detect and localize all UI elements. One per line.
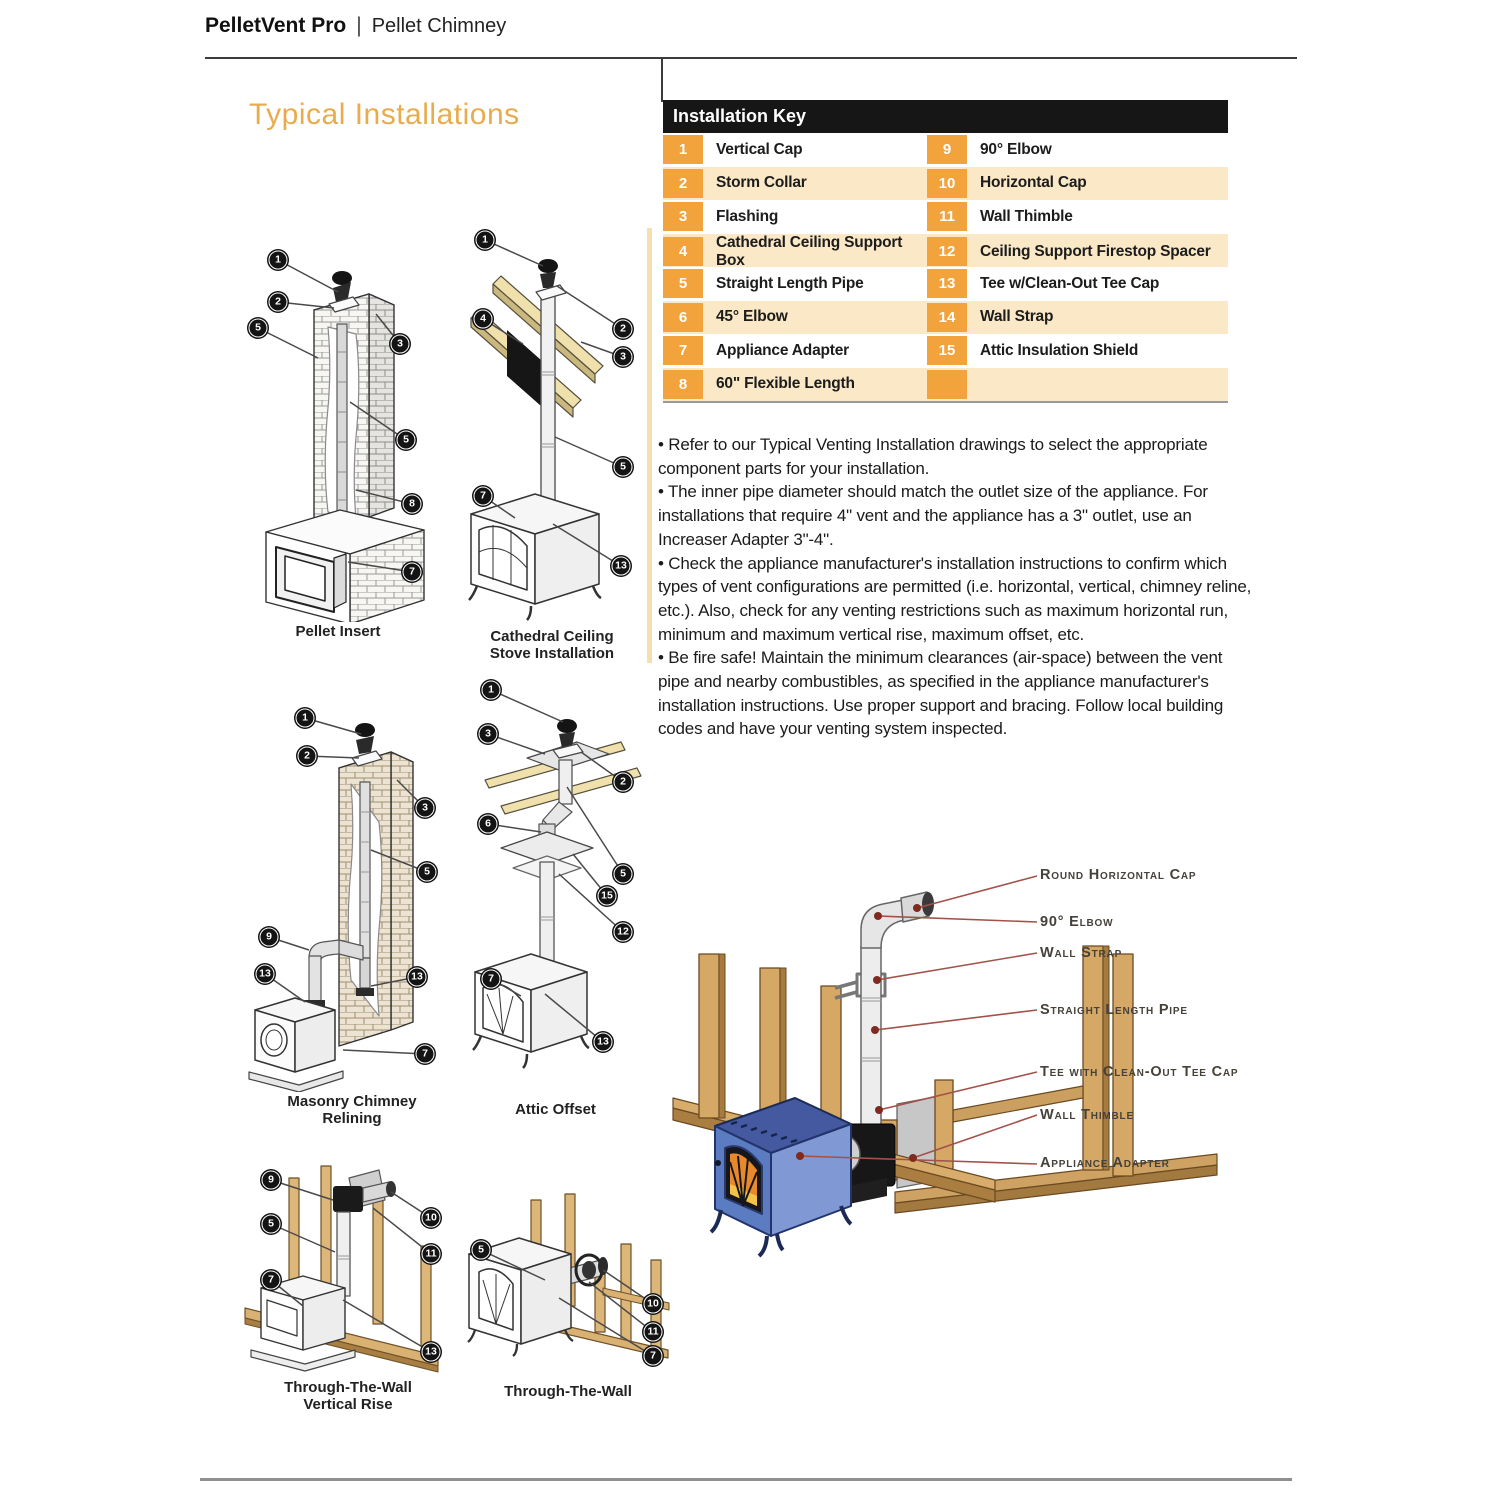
key-row [663,267,1228,301]
callout-badge: 2 [614,320,633,339]
diagram-masonry-relining [243,700,461,1128]
key-row [663,301,1228,335]
callout-badge: 12 [614,923,633,942]
callout-badge: 7 [644,1347,663,1366]
callout-badge: 5 [614,458,633,477]
column-divider [661,57,663,102]
key-num-empty [927,370,967,399]
callout-badge: 15 [598,887,617,906]
key-num: 15 [927,336,967,365]
callout-badge: 3 [391,335,410,354]
callout-badge: 11 [422,1245,441,1264]
callout-badge: 13 [422,1343,441,1362]
key-label: Attic Insulation Shield [980,341,1139,359]
diagram-caption: Cathedral Ceiling Stove Installation [489,628,615,662]
page-title: Typical Installations [249,98,520,131]
product-name: Pellet Chimney [371,15,507,37]
diagram-attic-offset [443,672,668,1119]
callout-badge: 7 [416,1045,435,1064]
part-label-tee-clean-out: Tee with Clean-Out Tee Cap [1040,1064,1239,1080]
part-label-round-horizontal-cap: Round Horizontal Cap [1040,867,1197,883]
callout-badge: 9 [260,928,279,947]
key-label: Wall Thimble [980,207,1073,225]
callout-badge: 3 [416,799,435,818]
key-row [663,167,1228,201]
installation-key-title: Installation Key [663,100,1228,133]
key-num: 4 [663,237,703,266]
key-label: Cathedral Ceiling Support Box [716,233,903,269]
header-rule [205,57,1297,59]
callout-badge: 5 [262,1215,281,1234]
key-row [663,234,1228,268]
callout-badge: 6 [479,815,498,834]
key-num: 12 [927,237,967,266]
part-label-90-elbow: 90° Elbow [1040,914,1114,930]
part-label-straight-length-pipe: Straight Length Pipe [1040,1002,1188,1018]
key-num: 6 [663,303,703,332]
installation-notes [658,433,1258,741]
callout-badge: 10 [644,1295,663,1314]
brand-name: PelletVent Pro [205,14,347,37]
callout-badge: 13 [256,965,275,984]
footer-rule [200,1478,1292,1481]
key-label: Horizontal Cap [980,174,1087,192]
key-num: 1 [663,135,703,164]
attic-offset-illustration [443,672,668,1100]
callout-badge: 5 [249,319,268,338]
diagram-caption: Through-The-Wall Vertical Rise [284,1379,412,1413]
callout-badge: 13 [594,1033,613,1052]
note: • Refer to our Typical Venting Installation drawings to select the appropriate component parts for your installation. [658,435,1208,478]
featured-installation-diagram [645,858,1257,1290]
callout-badge: 9 [262,1171,281,1190]
callout-badge: 3 [479,725,498,744]
brand-separator: | [356,14,362,37]
key-label: Storm Collar [716,174,807,192]
key-label: 90° Elbow [980,140,1052,158]
key-num: 8 [663,370,703,399]
key-num: 3 [663,202,703,231]
key-label: Appliance Adapter [716,341,849,359]
note: • Be fire safe! Maintain the minimum clearances (air-space) between the vent pipe and nearby combustibles, as specified in the appliance manufacturer's installation instructions. Use proper support and bracing. Follow local building codes and have your venting system inspected. [658,648,1224,739]
key-label: 60" Flexible Length [716,375,855,393]
callout-badge: 5 [418,863,437,882]
callout-badge: 5 [472,1241,491,1260]
callout-badge: 7 [482,970,501,989]
key-label: Wall Strap [980,308,1054,326]
key-num: 9 [927,135,967,164]
callout-badge: 1 [476,231,495,250]
page-header [205,14,506,38]
masonry-relining-illustration [243,700,461,1092]
key-num: 2 [663,169,703,198]
note: • Check the appliance manufacturer's installation instructions to confirm which types of vent configurations are permitted (i.e. horizontal, vertical, chimney reline, etc.). Also, check for any venting restrictions such as maximum horizontal run, minimum and maximum vertical rise, maximum offset, etc. [658,553,1252,644]
diagram-cathedral-ceiling [443,222,661,663]
callout-badge: 5 [397,431,416,450]
key-row [663,133,1228,167]
key-row [663,200,1228,234]
callout-badge: 4 [474,310,493,329]
callout-badge: 13 [612,557,631,576]
key-num: 13 [927,269,967,298]
callout-badge: 7 [474,487,493,506]
callout-badge: 1 [482,681,501,700]
part-label-appliance-adapter: Appliance Adapter [1040,1155,1170,1171]
callout-badge: 5 [614,865,633,884]
key-label: Vertical Cap [716,140,803,158]
part-label-wall-thimble: Wall Thimble [1040,1107,1134,1123]
key-num: 14 [927,303,967,332]
key-row [663,368,1228,402]
key-num: 7 [663,336,703,365]
key-label: 45° Elbow [716,308,788,326]
callout-badge: 2 [614,773,633,792]
callout-badge: 7 [403,563,422,582]
key-label: Tee w/Clean-Out Tee Cap [980,274,1160,292]
diagram-ttw-vertical-rise [233,1160,463,1414]
key-row [663,334,1228,368]
key-num: 10 [927,169,967,198]
key-label: Ceiling Support Firestop Spacer [980,242,1211,260]
callout-badge: 11 [644,1323,663,1342]
callout-badge: 13 [408,968,427,987]
callout-badge: 1 [269,251,288,270]
diagram-caption: Through-The-Wall [504,1383,632,1400]
key-num: 11 [927,202,967,231]
callout-badge: 8 [403,495,422,514]
callout-badge: 1 [296,709,315,728]
callout-badge: 10 [422,1209,441,1228]
callout-badge: 2 [269,293,288,312]
diagram-caption: Pellet Insert [295,623,381,640]
key-label: Straight Length Pipe [716,274,864,292]
key-label: Flashing [716,207,779,225]
diagram-caption: Attic Offset [515,1101,596,1118]
callout-badge: 2 [298,747,317,766]
diagram-pellet-insert [228,232,448,641]
key-num: 5 [663,269,703,298]
note: • The inner pipe diameter should match the outlet size of the appliance. For installations that require 4" vent and the appliance has a 3" outlet, use an Increaser Adapter 3"-4". [658,482,1208,549]
diagram-caption: Masonry Chimney Relining [287,1093,417,1127]
part-label-wall-strap: Wall Strap [1040,945,1123,961]
callout-badge: 7 [262,1271,281,1290]
installation-key-table [663,100,1228,403]
callout-badge: 3 [614,348,633,367]
